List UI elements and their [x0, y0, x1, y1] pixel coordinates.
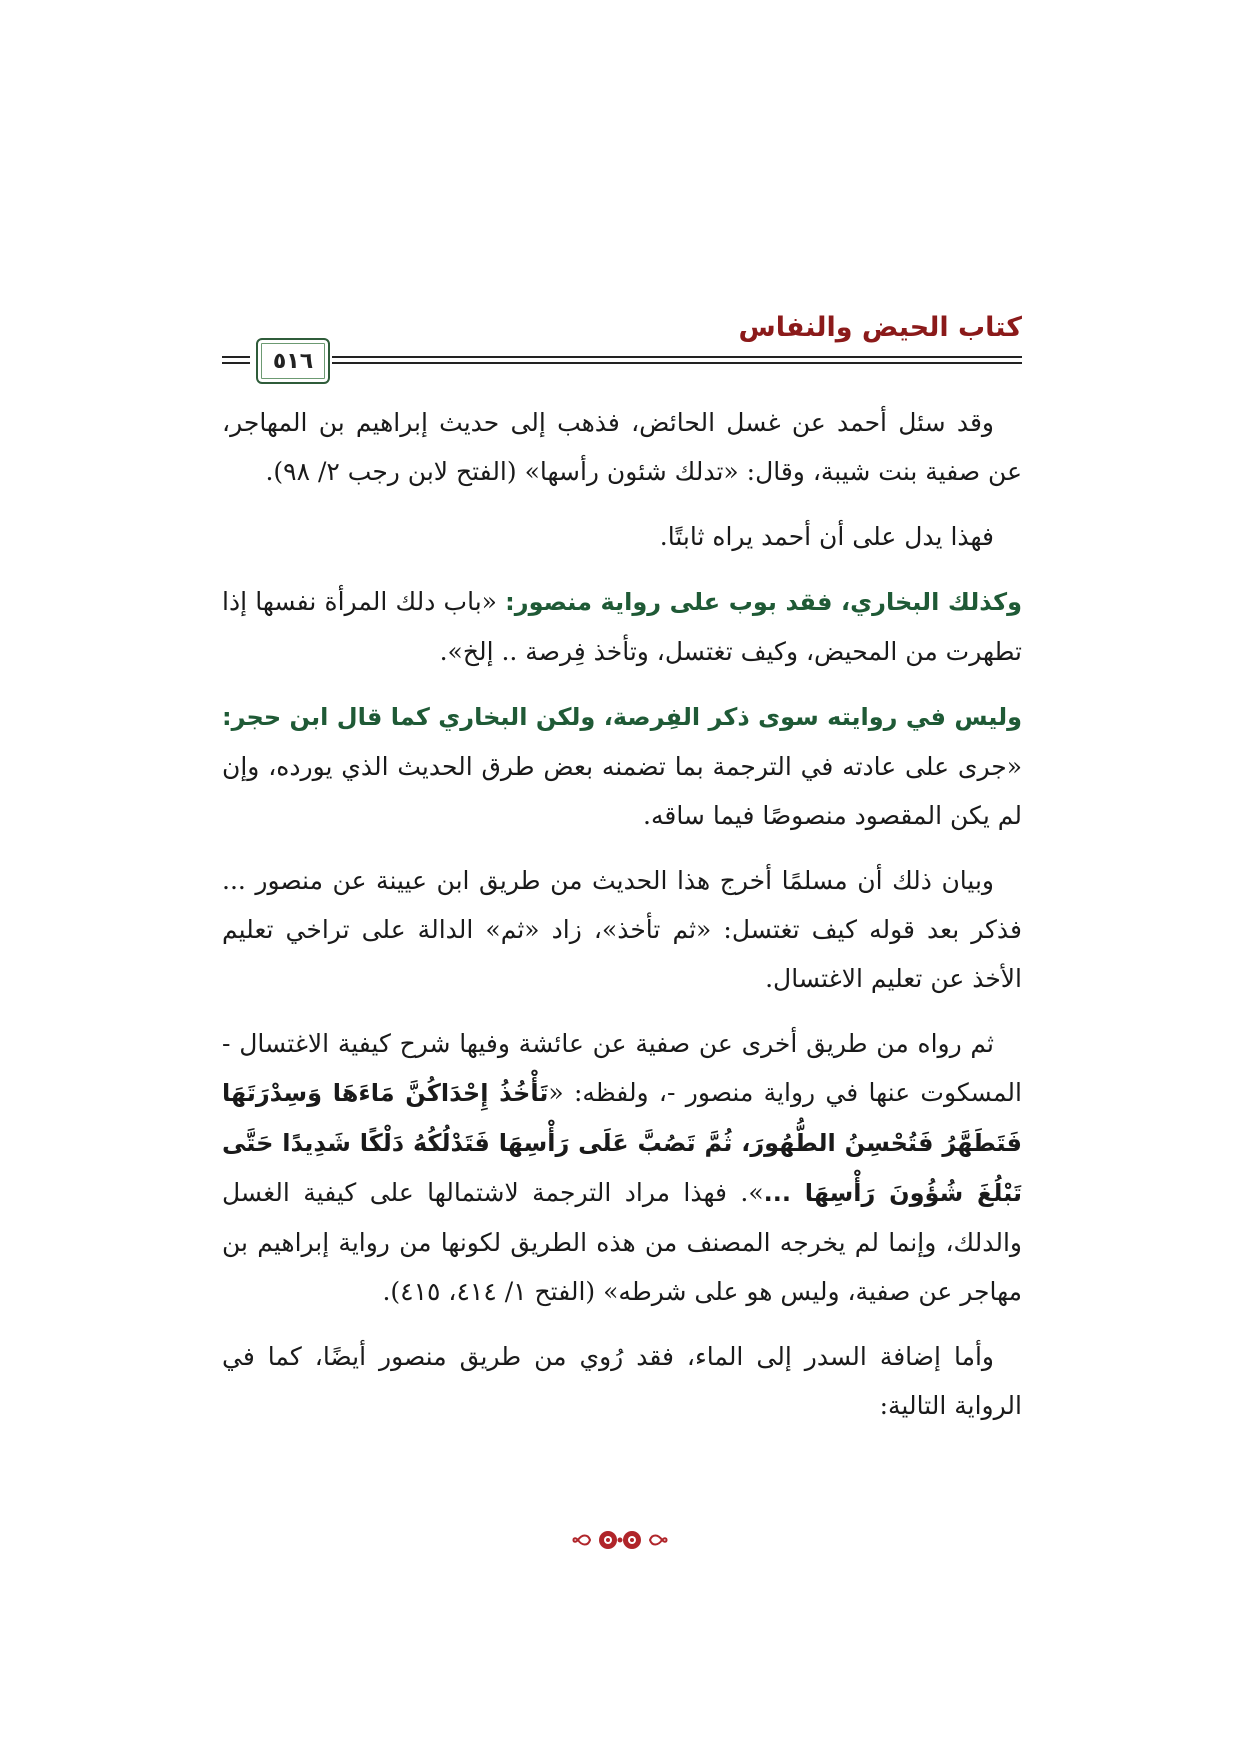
- paragraph-text: وقد سئل أحمد عن غسل الحائض، فذهب إلى حديث إبراهيم بن المهاجر، عن صفية بنت شيبة، وقال: «تدلك شئون رأسها» (الفتح لابن رجب ٢/ ٩٨).: [222, 408, 1022, 486]
- paragraph: [222, 398, 1022, 496]
- header-rule: [222, 362, 250, 364]
- paragraph-text: فهذا يدل على أن أحمد يراه ثابتًا.: [659, 522, 994, 551]
- paragraph: [222, 577, 1022, 676]
- paragraph: [222, 856, 1022, 1003]
- header-rule: [332, 362, 1022, 364]
- floral-ornament-icon: [570, 1522, 670, 1558]
- paragraph-text: وأما إضافة السدر إلى الماء، فقد رُوي من طريق منصور أيضًا، كما في الرواية التالية:: [222, 1342, 1022, 1420]
- paragraph: [222, 512, 1022, 561]
- page-header: [222, 312, 1022, 384]
- paragraph: [222, 1332, 1022, 1430]
- paragraph: [222, 1019, 1022, 1316]
- paragraph-text: وبيان ذلك أن مسلمًا أخرج هذا الحديث من طريق ابن عيينة عن منصور ... فذكر بعد قوله كيف تغتسل: «ثم تأخذ»، زاد «ثم» الدالة على تراخي تعليم الأخذ عن تعليم الاغتسال.: [222, 866, 1022, 993]
- book-title: كتاب الحيض والنفاس: [738, 312, 1022, 343]
- page-body: [222, 398, 1022, 1446]
- paragraph-text: ثم رواه من طريق أخرى عن صفية عن عائشة وفيها شرح كيفية الاغتسال - المسكوت عنها في رواية منصور -، ولفظه: «: [222, 1029, 1022, 1107]
- paragraph-text: ». فهذا مراد الترجمة لاشتمالها على كيفية الغسل والدلك، وإنما لم يخرجه المصنف من هذه الطريق لكونها من رواية إبراهيم بن مهاجر عن صفية، وليس هو على شرطه» (الفتح ١/ ٤١٤، ٤١٥).: [222, 1178, 1022, 1306]
- paragraph-text: «جرى على عادته في الترجمة بما تضمنه بعض طرق الحديث الذي يورده، وإن لم يكن المقصود منصوصًا فيما ساقه.: [222, 752, 1022, 830]
- paragraph: [222, 692, 1022, 840]
- page-number: ٥١٦: [272, 348, 314, 374]
- page-number-frame: [256, 338, 330, 384]
- header-rule: [332, 356, 1022, 358]
- paragraph-lead: وكذلك البخاري، فقد بوب على رواية منصور:: [505, 588, 1023, 616]
- header-rule: [222, 356, 250, 358]
- hadith-quote: تَأْخُذُ إِحْدَاكُنَّ مَاءَهَا وَسِدْرَتَهَا فَتَطَهَّرُ فَتُحْسِنُ الطُّهُورَ، ثُمَّ تَصُبَّ عَلَى رَأْسِهَا فَتَدْلُكُهُ دَلْكًا شَدِيدًا حَتَّى تَبْلُغَ شُؤُونَ رَأْسِهَا ...: [222, 1079, 1022, 1207]
- paragraph-text: «باب دلك المرأة نفسها إذا تطهرت من المحيض، وكيف تغتسل، وتأخذ فِرصة .. إلخ».: [222, 587, 1022, 666]
- paragraph-lead: وليس في روايته سوى ذكر الفِرصة، ولكن البخاري كما قال ابن حجر:: [222, 703, 1022, 731]
